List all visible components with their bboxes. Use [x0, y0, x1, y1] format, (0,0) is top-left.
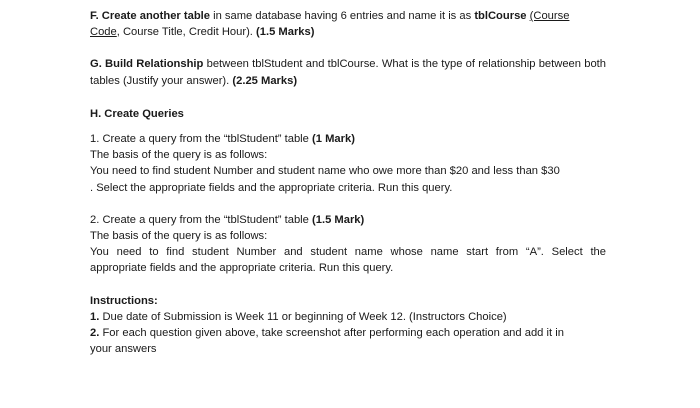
- query-2-line-2: appropriate fields and the appropriate criteria. Run this query.: [90, 262, 394, 275]
- section-f-fields-rest: , Course Title, Credit Hour).: [116, 26, 257, 39]
- query-1-line-2: . Select the appropriate fields and the appropriate criteria. Run this query.: [90, 181, 453, 194]
- instructions-title: Instructions:: [90, 294, 158, 307]
- section-f-label: F. Create another table: [90, 10, 210, 22]
- query-2-basis: The basis of the query is as follows:: [90, 230, 268, 243]
- instruction-item-2: [90, 325, 606, 341]
- query-2-line-1: You need to find student Number and student name whose name start from “A”. Select the: [90, 246, 606, 259]
- section-f-fields-underlined-1: (Course: [529, 10, 570, 22]
- query-1-line-1: You need to find student Number and student name who owe more than $20 and less than $30: [90, 165, 560, 178]
- section-h: [90, 106, 606, 122]
- instruction-item-2-line-1: For each question given above, take screenshot after performing each operation and add it in: [99, 327, 564, 340]
- section-f-table-name: tblCourse: [474, 10, 527, 22]
- section-g: [90, 56, 606, 88]
- instruction-item-1-num: 1.: [90, 310, 100, 323]
- section-h-title: H. Create Queries: [90, 107, 184, 120]
- section-f-line-2: [90, 24, 606, 40]
- instructions-title-line: [90, 293, 606, 309]
- query-1-basis: The basis of the query is as follows:: [90, 149, 268, 162]
- instruction-item-2-line-2: your answers: [90, 343, 157, 356]
- instructions: [90, 293, 606, 358]
- section-g-marks: (2.25 Marks): [232, 74, 298, 87]
- query-1-marks: (1 Mark): [312, 133, 355, 146]
- instruction-item-2-num: 2.: [90, 327, 100, 340]
- query-2-prefix: 2. Create a query from the “tblStudent” table: [90, 213, 313, 226]
- instruction-item-1: [90, 309, 606, 325]
- section-f-text: in same database having 6 entries and name it is as: [210, 10, 475, 22]
- section-h-title-line: [90, 106, 606, 122]
- section-f-line-1: [90, 8, 606, 24]
- document-page: [90, 8, 606, 357]
- query-2: [90, 212, 606, 277]
- section-f-fields-underlined-2: Code: [90, 26, 117, 39]
- section-f: [90, 8, 606, 40]
- section-g-label: G. Build Relationship: [90, 58, 204, 71]
- query-2-heading: [90, 212, 606, 228]
- section-f-marks: (1.5 Marks): [256, 26, 315, 39]
- query-2-marks: (1.5 Mark): [312, 213, 365, 226]
- query-1-prefix: 1. Create a query from the “tblStudent” table: [90, 133, 313, 146]
- query-1-heading: [90, 131, 606, 147]
- section-g-text: between tblStudent and tblCourse. What is the type of relationship between both tables (Justify your answer).: [90, 58, 607, 87]
- query-1: [90, 131, 606, 196]
- instruction-item-1-text: Due date of Submission is Week 11 or beginning of Week 12. (Instructors Choice): [99, 310, 507, 323]
